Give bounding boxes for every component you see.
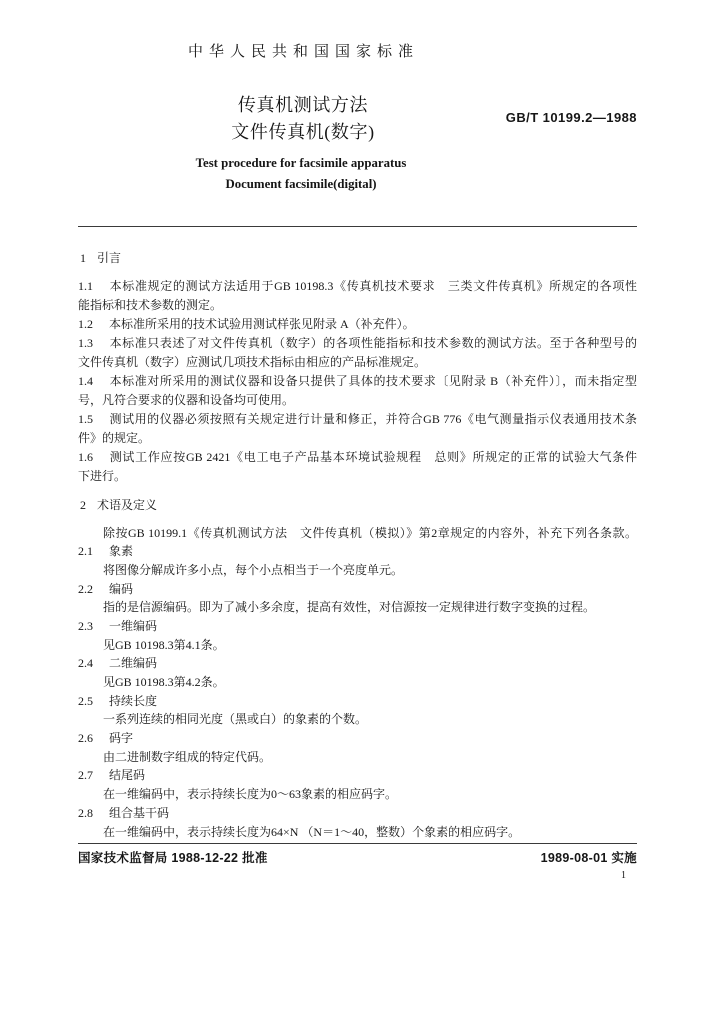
clause-2-7-definition: 在一维编码中，表示持续长度为0～63象素的相应码字。: [103, 787, 398, 802]
standard-number: GB/T 10199.2—1988: [505, 110, 637, 125]
clause-number: 1.2: [78, 316, 93, 331]
clause-2-3-definition: 见GB 10198.3第4.1条。: [103, 637, 225, 652]
clause-1-1-line-2: 能指标和技术参数的测定。: [78, 297, 223, 312]
term: 持续长度: [109, 693, 158, 708]
clause-number: 2.2: [78, 581, 93, 596]
clause-2-7-term: [78, 766, 637, 785]
clause-2-3-term: [78, 617, 637, 636]
clause-text: 本标准规定的测试方法适用于GB 10198.3《传真机技术要求 三类文件传真机》所规定的各项性: [109, 278, 637, 293]
term: 编码: [109, 581, 134, 596]
clause-number: 1.1: [78, 278, 93, 293]
term: 组合基干码: [109, 805, 170, 820]
clause-number: 2.8: [78, 805, 93, 820]
term: 结尾码: [109, 768, 146, 783]
footer-divider: [78, 843, 637, 844]
clause-number: 2.5: [78, 693, 93, 708]
clause-text: 测试用的仪器必须按照有关规定进行计量和修正，并符合GB 776《电气测量指示仪表通用技术条: [109, 412, 637, 427]
term: 二维编码: [109, 656, 158, 671]
clause-2-5-term: [78, 692, 637, 711]
clause-number: 2.7: [78, 768, 93, 783]
clause-1-5-line-1: [78, 410, 637, 429]
clause-2-2-term: [78, 580, 637, 599]
term: 码字: [109, 731, 134, 746]
document-body: [78, 249, 637, 842]
clause-text: 测试工作应按GB 2421《电工电子产品基本环境试验规程 总则》所规定的正常的试验大气条件: [109, 450, 637, 465]
section-title: 引言: [97, 250, 122, 265]
clause-2-4-definition: 见GB 10198.3第4.2条。: [103, 675, 225, 690]
clause-number: 1.5: [78, 412, 93, 427]
clause-text: 本标准对所采用的测试仪器和设备只提供了具体的技术要求〔见附录 B（补充件）〕，而未指定型: [109, 373, 637, 388]
english-title-line-2: Document facsimile(digital): [225, 177, 377, 191]
clause-1-4-line-2: 号，凡符合要求的仪器和设备均可使用。: [78, 393, 295, 408]
clause-2-1-term: [78, 542, 637, 561]
clause-number: 2.6: [78, 731, 93, 746]
clause-number: 2.1: [78, 544, 93, 559]
section-number: 1: [80, 250, 86, 265]
clause-text: 本标准只表述了对文件传真机（数字）的各项性能指标和技术参数的测试方法。至于各种型号的: [109, 335, 637, 350]
clause-1-4-line-1: [78, 372, 637, 391]
clause-2-5-definition: 一系列连续的相同光度（黑或白）的象素的个数。: [103, 712, 368, 727]
clause-1-3-line-1: [78, 334, 637, 353]
clause-number: 1.3: [78, 335, 93, 350]
term: 一维编码: [109, 618, 158, 633]
document-title-line-2: 文件传真机(数字): [231, 122, 375, 142]
header-divider: [78, 226, 637, 227]
clause-2-6-term: [78, 729, 637, 748]
clause-2-8-term: [78, 804, 637, 823]
clause-1-6-line-1: [78, 448, 637, 467]
document-title-line-1: 传真机测试方法: [237, 95, 369, 115]
clause-1-6-line-2: 下进行。: [78, 469, 127, 484]
clause-1-3-line-2: 文件传真机（数字）应测试几项技术指标由相应的产品标准规定。: [78, 354, 427, 369]
section-heading-2: [78, 496, 637, 515]
clause-1-1-line-1: [78, 277, 637, 296]
clause-1-5-line-2: 件》的规定。: [78, 431, 151, 446]
clause-text: 本标准所采用的技术试验用测试样张见附录 A（补充件）。: [109, 316, 415, 331]
clause-2-4-term: [78, 654, 637, 673]
clause-2-1-definition: 将图像分解成许多小点，每个小点相当于一个亮度单元。: [103, 562, 404, 577]
clause-number: 2.3: [78, 618, 93, 633]
clause-number: 2.4: [78, 656, 93, 671]
english-title-line-1: Test procedure for facsimile apparatus: [195, 156, 407, 170]
implementation-date: 1989-08-01 实施: [540, 851, 637, 865]
clause-2-2-definition: 指的是信源编码。即为了减小多余度，提高有效性，对信源按一定规律进行数字变换的过程。: [103, 600, 596, 615]
approval-info: 国家技术监督局 1988-12-22 批准: [78, 851, 268, 865]
clause-number: 1.4: [78, 373, 93, 388]
section-number: 2: [80, 497, 86, 512]
section-title: 术语及定义: [97, 497, 158, 512]
term: 象素: [109, 544, 134, 559]
page-number: 1: [621, 870, 626, 881]
clause-1-2-line-1: [78, 315, 637, 334]
clause-number: 1.6: [78, 450, 93, 465]
section-2-intro: 除按GB 10199.1《传真机测试方法 文件传真机（模拟）》第2章规定的内容外，补充下列各条款。: [103, 525, 637, 540]
national-standard-header: 中华人民共和国国家标准: [188, 44, 420, 60]
clause-2-6-definition: 由二进制数字组成的特定代码。: [103, 749, 272, 764]
section-heading-1: [78, 249, 637, 268]
clause-2-8-definition: 在一维编码中，表示持续长度为64×N （N＝1～40，整数）个象素的相应码字。: [103, 824, 521, 839]
